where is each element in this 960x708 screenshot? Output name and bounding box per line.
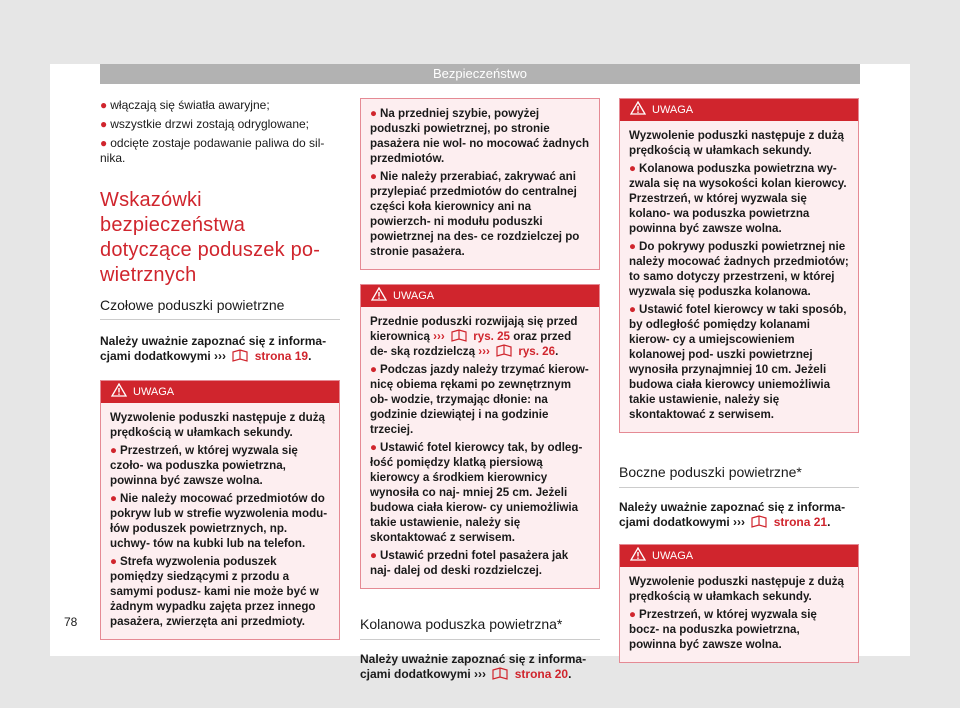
- bullet-icon: ●: [370, 441, 378, 454]
- list-item: ● Na przedniej szybie, powyżej poduszki powietrznej, po stronie pasażera nie wol- no mocować żadnych przedmiotów.: [370, 107, 590, 165]
- subsection-title: Czołowe poduszki powietrzne: [100, 296, 340, 320]
- bullet-icon: ●: [110, 492, 118, 505]
- reference-text: Należy uważnie zapoznać się z informa- cjami dodatkowymi ››› strona 21.: [619, 500, 846, 529]
- list-item: ● wszystkie drzwi zostają odryglowane;: [100, 117, 309, 131]
- list-item: ● Przestrzeń, w której wyzwala się czoło- wa poduszka powietrzna, powinna być zawsze wolna.: [110, 444, 298, 487]
- warning-header: UWAGA: [361, 285, 599, 307]
- section-header: Bezpieczeństwo: [100, 64, 860, 84]
- list-item: ● Ustawić przedni fotel pasażera jak naj- dalej od deski rozdzielczej.: [370, 549, 569, 577]
- page-link[interactable]: strona 21: [773, 515, 828, 529]
- column-2: [360, 98, 600, 686]
- warning-box-continued: [360, 98, 600, 270]
- warning-body: Wyzwolenie poduszki następuje z dużą prędkością w ułamkach sekundy. ● Przestrzeń, w której wyzwala się bocz- na poduszka powietrzna, powinna być zawsze wolna.: [620, 567, 858, 662]
- bullet-icon: ●: [100, 117, 108, 131]
- list-item: ● Nie należy przerabiać, zakrywać ani przylepiać przedmiotów do centralnej części koła kierownicy ani na powierzch- ni modułu poduszki powietrznej na des- ce rozdzielczej po stronie pasażera.: [370, 170, 580, 258]
- warning-box: [100, 380, 340, 640]
- warning-body: Wyzwolenie poduszki następuje z dużą prędkością w ułamkach sekundy. ● Przestrzeń, w której wyzwala się czoło- wa poduszka powietrzna, powinna być zawsze wolna. ● Nie należy mocować przedmiotów do pokryw lub w strefie wyzwolenia modu- łów poduszek powietrznych, np. uchwy- tów na kubki lub na telefon. ● Strefa wyzwolenia poduszek pomiędzy siedzącymi z przodu a samymi podusz- kami nie może być w żadnym wypadku zajęta przez innego pasażera, zwierzęta ani przedmioty.: [101, 403, 339, 639]
- warning-body: [361, 307, 599, 588]
- book-icon: [232, 349, 248, 362]
- bullet-icon: ●: [370, 107, 378, 120]
- subsection-title: Boczne poduszki powietrzne*: [619, 463, 859, 488]
- list-item: ● Przestrzeń, w której wyzwala się bocz- na poduszka powietrzna, powinna być zawsze wolna.: [629, 608, 817, 651]
- section-heading: Wskazówki bezpieczeństwa dotyczące poduszek po- wietrznych: [100, 189, 321, 286]
- bullet-icon: ●: [370, 363, 378, 376]
- page-link[interactable]: strona 19: [254, 349, 309, 363]
- bullet-icon: ●: [629, 240, 637, 253]
- list-item: ● Do pokrywy poduszki powietrznej nie należy mocować żadnych przedmiotów; to samo dotyczy przestrzeni, w której wyzwala się poduszka kolanowa.: [629, 240, 849, 298]
- list-item: ● odcięte zostaje podawanie paliwa do sil- nika.: [100, 136, 325, 165]
- bullet-icon: ●: [110, 555, 118, 568]
- bullet-icon: ●: [110, 444, 118, 457]
- warning-icon: [630, 547, 646, 561]
- warning-header: UWAGA: [620, 545, 858, 567]
- warning-header: UWAGA: [620, 99, 858, 121]
- reference-text: Należy uważnie zapoznać się z informa- cjami dodatkowymi ››› strona 20.: [360, 652, 587, 681]
- warning-icon: [111, 383, 127, 397]
- list-item: ● Ustawić fotel kierowcy w taki sposób, by odległość pomiędzy kolanami kierow- cy a umiejscowieniem kolanowej pod- uszki powietrznej wynosiła przynajmniej 10 cm. Jeżeli budowa ciała kierowcy uniemożliwia takie ustawienie, należy się skontaktować z serwisem.: [629, 303, 847, 421]
- warning-box: [619, 98, 859, 433]
- bullet-icon: ●: [629, 303, 637, 316]
- bullet-icon: ●: [370, 549, 378, 562]
- book-icon: [492, 667, 508, 680]
- figure-icon: [451, 329, 467, 342]
- column-3: [619, 98, 859, 663]
- warning-icon: [371, 287, 387, 301]
- bullet-icon: ●: [629, 608, 637, 621]
- bullet-icon: ●: [370, 170, 378, 183]
- warning-box: [619, 544, 859, 663]
- warning-intro: Przednie poduszki rozwijają się przed kierownicą ››› rys. 25 oraz przed de- ską rozdzielczą ››› rys. 26.: [370, 315, 578, 358]
- bullet-icon: ●: [100, 98, 108, 112]
- list-item: ● Nie należy mocować przedmiotów do pokryw lub w strefie wyzwolenia modu- łów poduszek powietrznych, np. uchwy- tów na kubki lub na telefon.: [110, 492, 328, 550]
- reference-text: Należy uważnie zapoznać się z informa- cjami dodatkowymi ››› strona 19.: [100, 334, 327, 363]
- warning-icon: [630, 101, 646, 115]
- list-item: ● Strefa wyzwolenia poduszek pomiędzy siedzącymi z przodu a samymi podusz- kami nie może być w żadnym wypadku zajęta przez innego pasażera, zwierzęta ani przedmioty.: [110, 555, 319, 628]
- column-1: [100, 98, 340, 640]
- list-item: ● Ustawić fotel kierowcy tak, by odleg- łość pomiędzy klatką piersiową kierowcy a środkiem kierownicy wynosiła co naj- mniej 25 cm. Jeżeli budowa ciała kierow- cy uniemożliwia takie ustawienie, należy się skontaktować z serwisem.: [370, 441, 583, 544]
- figure-link[interactable]: rys. 26: [518, 345, 556, 358]
- figure-link[interactable]: rys. 25: [473, 330, 510, 343]
- page-number: 78: [64, 615, 78, 629]
- warning-header: UWAGA: [101, 381, 339, 403]
- warning-box: [360, 284, 600, 589]
- list-item: ● Kolanowa poduszka powietrzna wy- zwala się na wysokości kolan kierowcy. Przestrzeń, w której wyzwala się kolano- wa poduszka powietrzna powinna być zawsze wolna.: [629, 162, 847, 235]
- book-icon: [751, 515, 767, 528]
- warning-body: Wyzwolenie poduszki następuje z dużą prędkością w ułamkach sekundy. ● Kolanowa poduszka powietrzna wy- zwala się na wysokości kolan kierowcy. Przestrzeń, w której wyzwala się kolano- wa poduszka powietrzna powinna być zawsze wolna. ● Do pokrywy poduszki powietrznej nie należy mocować żadnych przedmiotów; to samo dotyczy przestrzeni, w której wyzwala się poduszka kolanowa. ● Ustawić fotel kierowcy w taki sposób, by odległość pomiędzy kolanami kierow- cy a umiejscowieniem kolanowej pod- uszki powietrznej wynosiła przynajmniej 10 cm. Jeżeli budowa ciała kierowcy uniemożliwia takie ustawienie, należy się skontaktować z serwisem.: [629, 129, 849, 421]
- list-item: ● Podczas jazdy należy trzymać kierow- nicę obiema rękami po zewnętrznym ob- wodzie, trzymając dłonie: na godzinie dziewiątej i na godzinie trzeciej.: [370, 363, 589, 436]
- figure-icon: [496, 344, 512, 357]
- subsection-title: Kolanowa poduszka powietrzna*: [360, 615, 600, 640]
- bullet-icon: ●: [629, 162, 637, 175]
- list-item: ● włączają się światła awaryjne;: [100, 98, 270, 112]
- warning-body: [361, 99, 599, 269]
- bullet-icon: ●: [100, 136, 108, 150]
- page-link[interactable]: strona 20: [514, 667, 569, 681]
